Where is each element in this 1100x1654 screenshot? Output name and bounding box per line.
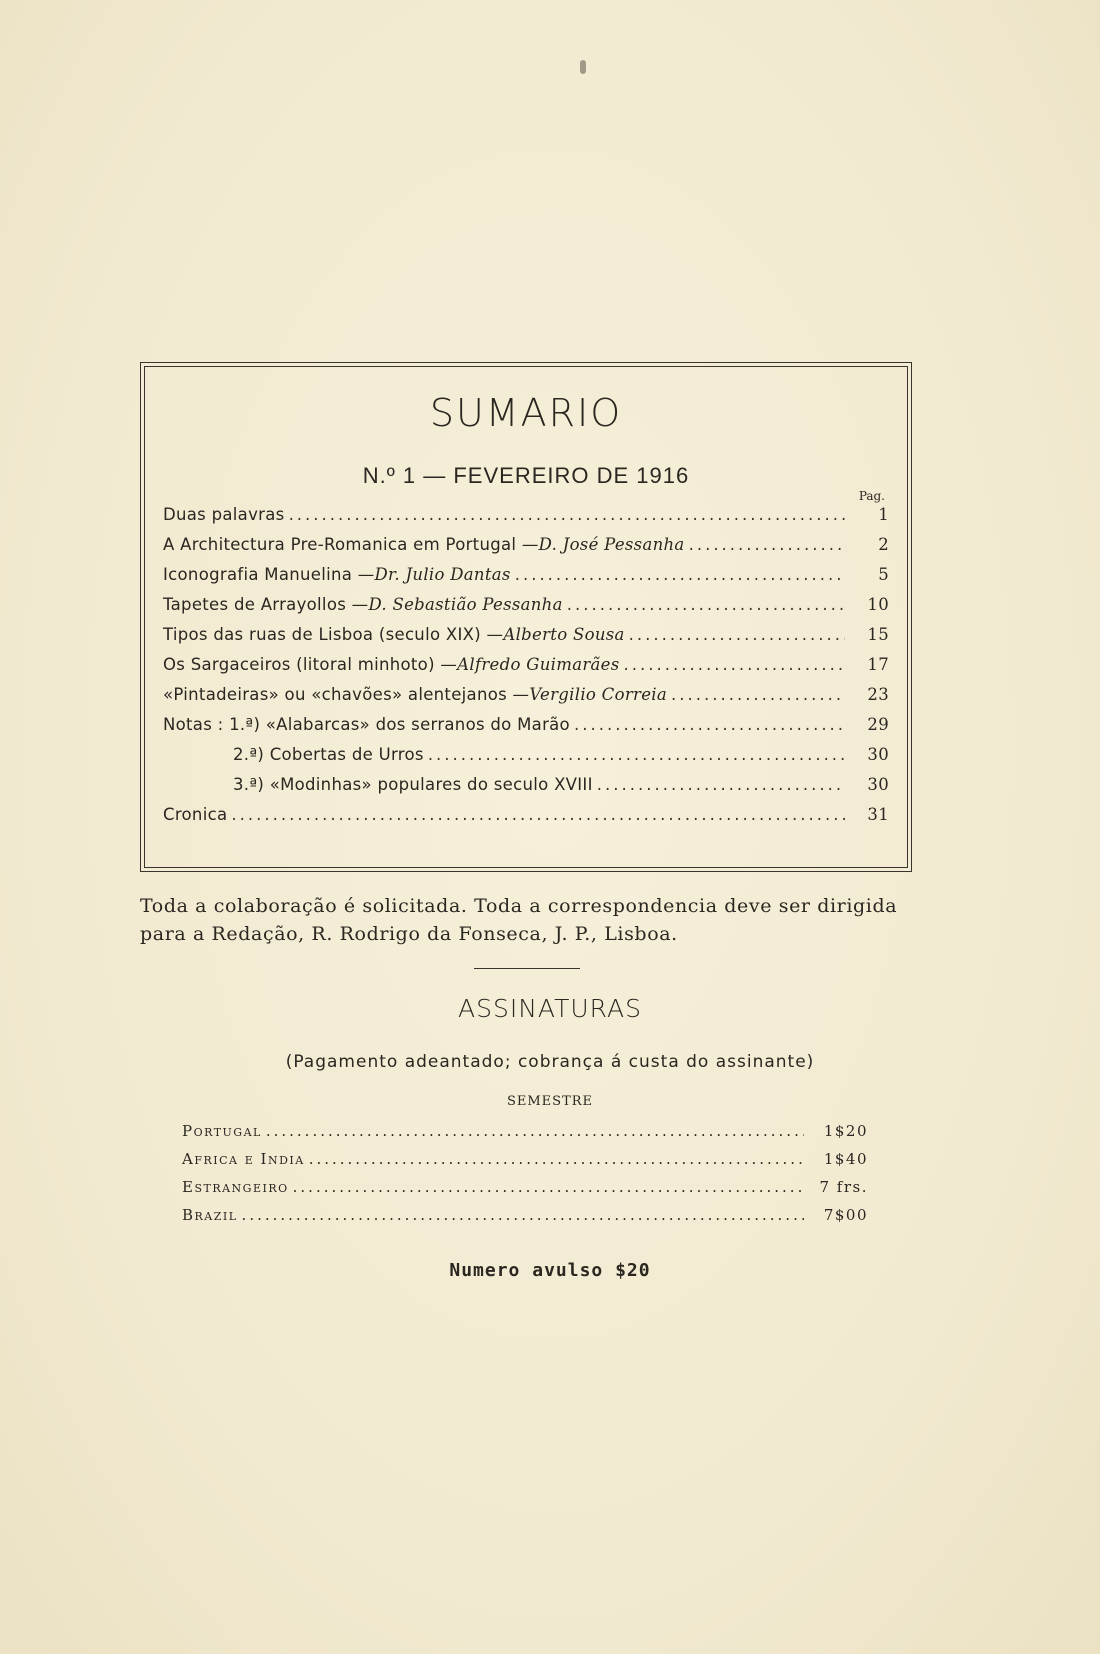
toc-page-number: 30 [867,745,889,764]
toc-entry: 3.ª) «Modinhas» populares do seculo XVIII ..... 30 [233,775,889,801]
toc-author: Dr. Julio Dantas [374,565,511,584]
price-row [182,1150,868,1174]
subscriptions-title: ASSINATURAS [458,994,642,1023]
toc-entry: Cronica ..... 31 [163,805,889,831]
price-value: 1$40 [823,1150,868,1168]
toc-page-number: 15 [867,625,889,644]
toc-page-number: 1 [878,505,889,524]
toc-entry: A Architectura Pre-Romanica em Portugal — D. José Pessanha ..... 2 [163,535,889,561]
toc-page-number: 5 [878,565,889,584]
toc-author: Vergilio Correia [529,685,667,704]
issue-heading: N.º 1 — FEVEREIRO DE 1916 [362,463,690,488]
page-column-label: Pag. [858,489,885,503]
toc-author: D. Sebastião Pessanha [368,595,563,614]
toc-page-number: 23 [867,685,889,704]
note-line-1: Toda a colaboração é solicitada. Toda a correspondencia deve ser dirigida [140,895,898,917]
toc-entry: Os Sargaceiros (litoral minhoto) — Alfredo Guimarães ..... 17 [163,655,889,681]
toc-entry: Iconografia Manuelina — Dr. Julio Dantas ..... 5 [163,565,889,591]
toc-entry: Notas : 1.ª) «Alabarcas» dos serranos do Marão ..... 29 [163,715,889,741]
toc-page-number: 2 [878,535,889,554]
price-region: Estrangeiro [182,1178,289,1196]
price-region: Portugal [182,1122,262,1140]
toc-page-number: 10 [867,595,889,614]
single-issue-price: Numero avulso $20 [449,1260,651,1281]
toc-author: D. José Pessanha [538,535,685,554]
toc-entry: Tapetes de Arrayollos — D. Sebastião Pessanha ..... 10 [163,595,889,621]
price-row [182,1122,868,1146]
price-region: Brazil [182,1206,238,1224]
toc-entry: «Pintadeiras» ou «chavões» alentejanos — Vergilio Correia ..... 23 [163,685,889,711]
toc-author: Alberto Sousa [503,625,625,644]
subscriptions-subtitle: (Pagamento adeantado; cobrança á custa do assinante) [285,1052,815,1072]
summary-title: SUMARIO [429,391,623,435]
toc-author: Alfredo Guimarães [457,655,620,674]
ink-smudge [580,60,586,74]
toc-page-number: 29 [867,715,889,734]
subscription-period: SEMESTRE [506,1094,594,1109]
price-row [182,1206,868,1230]
price-value: 7 frs. [819,1178,868,1196]
price-region: Africa e India [182,1150,305,1168]
note-line-2: para a Redação, R. Rodrigo da Fonseca, J. P., Lisboa. [140,923,678,945]
toc-page-number: 17 [867,655,889,674]
toc-page-number: 30 [867,775,889,794]
price-value: 1$20 [823,1122,868,1140]
toc-entry: 2.ª) Cobertas de Urros ..... 30 [233,745,889,771]
price-value: 7$00 [823,1206,868,1224]
summary-frame [140,362,912,872]
section-divider [474,968,580,969]
toc-entry: Duas palavras ..... 1 [163,505,889,531]
toc-page-number: 31 [867,805,889,824]
correspondence-note [140,892,916,948]
toc-entry: Tipos das ruas de Lisboa (seculo XIX) — Alberto Sousa ..... 15 [163,625,889,651]
price-row [182,1178,868,1202]
